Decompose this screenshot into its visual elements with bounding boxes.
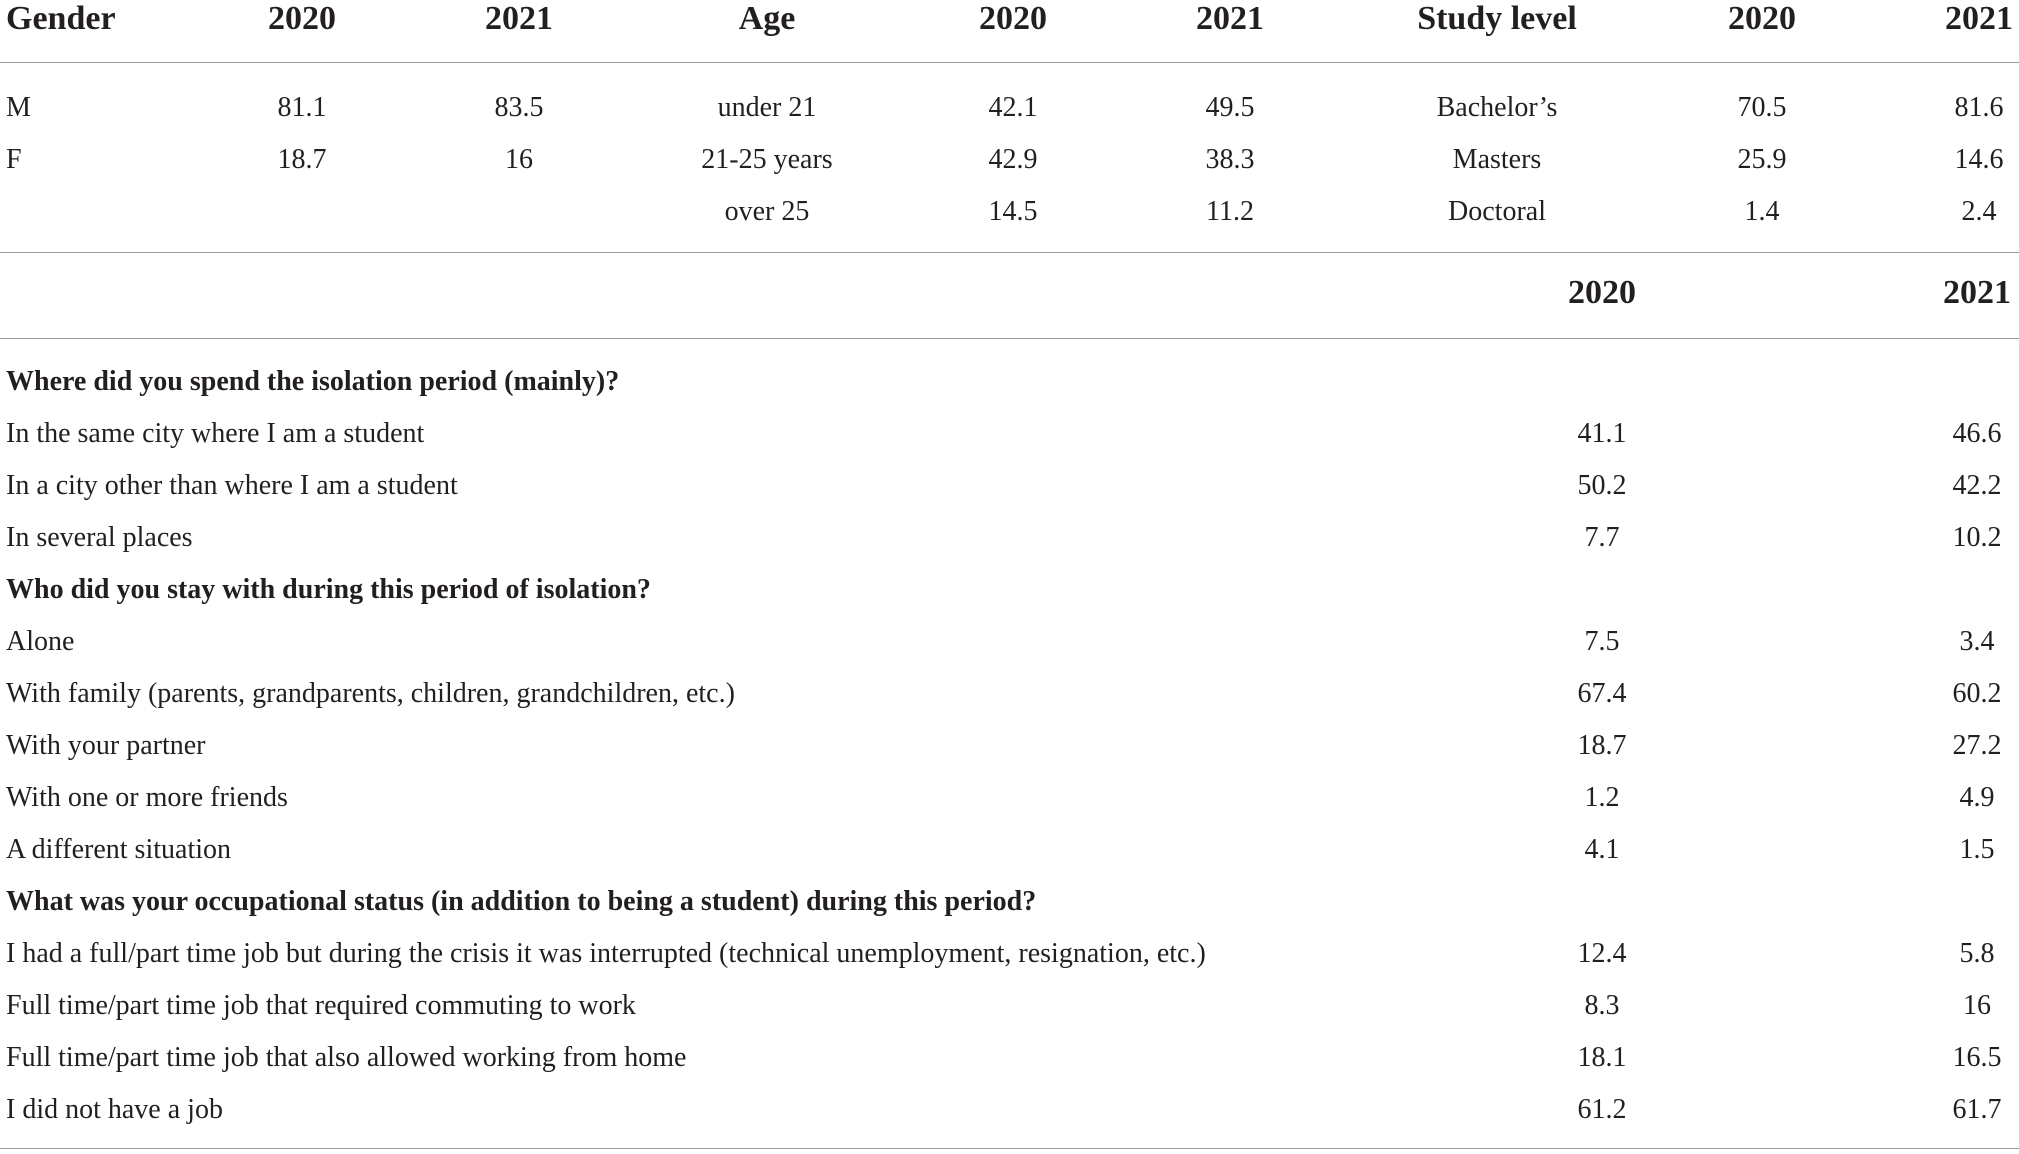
value-2021: 42.2 (1952, 470, 2002, 501)
row-label: With one or more friends (6, 782, 288, 813)
value-2020: 50.2 (1577, 470, 1627, 501)
row-label: In a city other than where I am a student (6, 470, 458, 501)
gender-cell: F (6, 144, 22, 175)
header-gender-2020: 2020 (268, 0, 336, 37)
age-cell: under 21 (717, 92, 817, 123)
row-label: Full time/part time job that required commuting to work (6, 990, 636, 1021)
age-2021-cell: 38.3 (1205, 144, 1255, 175)
row-label: I did not have a job (6, 1094, 223, 1125)
row-label: With your partner (6, 730, 206, 761)
age-2020-cell: 42.9 (988, 144, 1038, 175)
gender-cell: M (6, 92, 31, 123)
row-label: Alone (6, 626, 75, 657)
header-age-2020: 2020 (979, 0, 1047, 37)
value-2020: 7.7 (1584, 522, 1620, 553)
gender-2021-cell: 16 (505, 144, 533, 175)
study-level-cell: Bachelor’s (1436, 92, 1558, 123)
age-cell: over 25 (724, 196, 810, 227)
row-label: I had a full/part time job but during the crisis it was interrupted (technical unemployment, resignation, etc.) (6, 938, 1206, 969)
value-2020: 18.7 (1577, 730, 1627, 761)
value-2021: 4.9 (1959, 782, 1995, 813)
header-2021: 2021 (1943, 274, 2011, 311)
value-2021: 16 (1963, 990, 1991, 1021)
study-2020-cell: 25.9 (1737, 144, 1787, 175)
value-2021: 46.6 (1952, 418, 2002, 449)
row-label: In the same city where I am a student (6, 418, 425, 449)
section-question: Where did you spend the isolation period (mainly)? (6, 366, 620, 397)
gender-2020-cell: 81.1 (277, 92, 327, 123)
age-2020-cell: 42.1 (988, 92, 1038, 123)
value-2021: 10.2 (1952, 522, 2002, 553)
study-2020-cell: 1.4 (1744, 196, 1780, 227)
header-study-2021: 2021 (1945, 0, 2013, 37)
row-label: With family (parents, grandparents, children, grandchildren, etc.) (6, 678, 735, 709)
header-study-2020: 2020 (1728, 0, 1796, 37)
gender-2021-cell: 83.5 (494, 92, 544, 123)
value-2021: 5.8 (1959, 938, 1995, 969)
value-2020: 8.3 (1584, 990, 1620, 1021)
age-2020-cell: 14.5 (988, 196, 1038, 227)
bottom-header-rule (0, 338, 2019, 339)
header-2020: 2020 (1568, 274, 1636, 311)
row-label: In several places (6, 522, 193, 553)
study-2021-cell: 14.6 (1954, 144, 2004, 175)
value-2021: 16.5 (1952, 1042, 2002, 1073)
study-2020-cell: 70.5 (1737, 92, 1787, 123)
value-2020: 4.1 (1584, 834, 1620, 865)
value-2021: 61.7 (1952, 1094, 2002, 1125)
value-2021: 1.5 (1959, 834, 1995, 865)
study-2021-cell: 2.4 (1961, 196, 1997, 227)
age-2021-cell: 49.5 (1205, 92, 1255, 123)
header-gender-2021: 2021 (485, 0, 553, 37)
row-label: A different situation (6, 834, 231, 865)
value-2020: 1.2 (1584, 782, 1620, 813)
top-table-bottom-rule (0, 252, 2019, 253)
value-2021: 3.4 (1959, 626, 1995, 657)
age-cell: 21-25 years (701, 144, 833, 175)
value-2020: 7.5 (1584, 626, 1620, 657)
row-label: Full time/part time job that also allowed working from home (6, 1042, 687, 1073)
section-question: What was your occupational status (in addition to being a student) during this period? (6, 886, 1037, 917)
header-study-level: Study level (1417, 0, 1577, 37)
value-2020: 12.4 (1577, 938, 1627, 969)
bottom-table-bottom-rule (0, 1148, 2019, 1149)
section-question: Who did you stay with during this period of isolation? (6, 574, 651, 605)
age-2021-cell: 11.2 (1206, 196, 1254, 227)
header-gender: Gender (6, 0, 116, 37)
study-level-cell: Doctoral (1448, 196, 1546, 227)
header-age-2021: 2021 (1196, 0, 1264, 37)
value-2021: 27.2 (1952, 730, 2002, 761)
value-2020: 18.1 (1577, 1042, 1627, 1073)
value-2020: 61.2 (1577, 1094, 1627, 1125)
gender-2020-cell: 18.7 (277, 144, 327, 175)
top-header-rule (0, 62, 2019, 63)
value-2020: 67.4 (1577, 678, 1627, 709)
study-2021-cell: 81.6 (1954, 92, 2004, 123)
header-age: Age (738, 0, 796, 37)
value-2021: 60.2 (1952, 678, 2002, 709)
study-level-cell: Masters (1452, 144, 1542, 175)
value-2020: 41.1 (1577, 418, 1627, 449)
